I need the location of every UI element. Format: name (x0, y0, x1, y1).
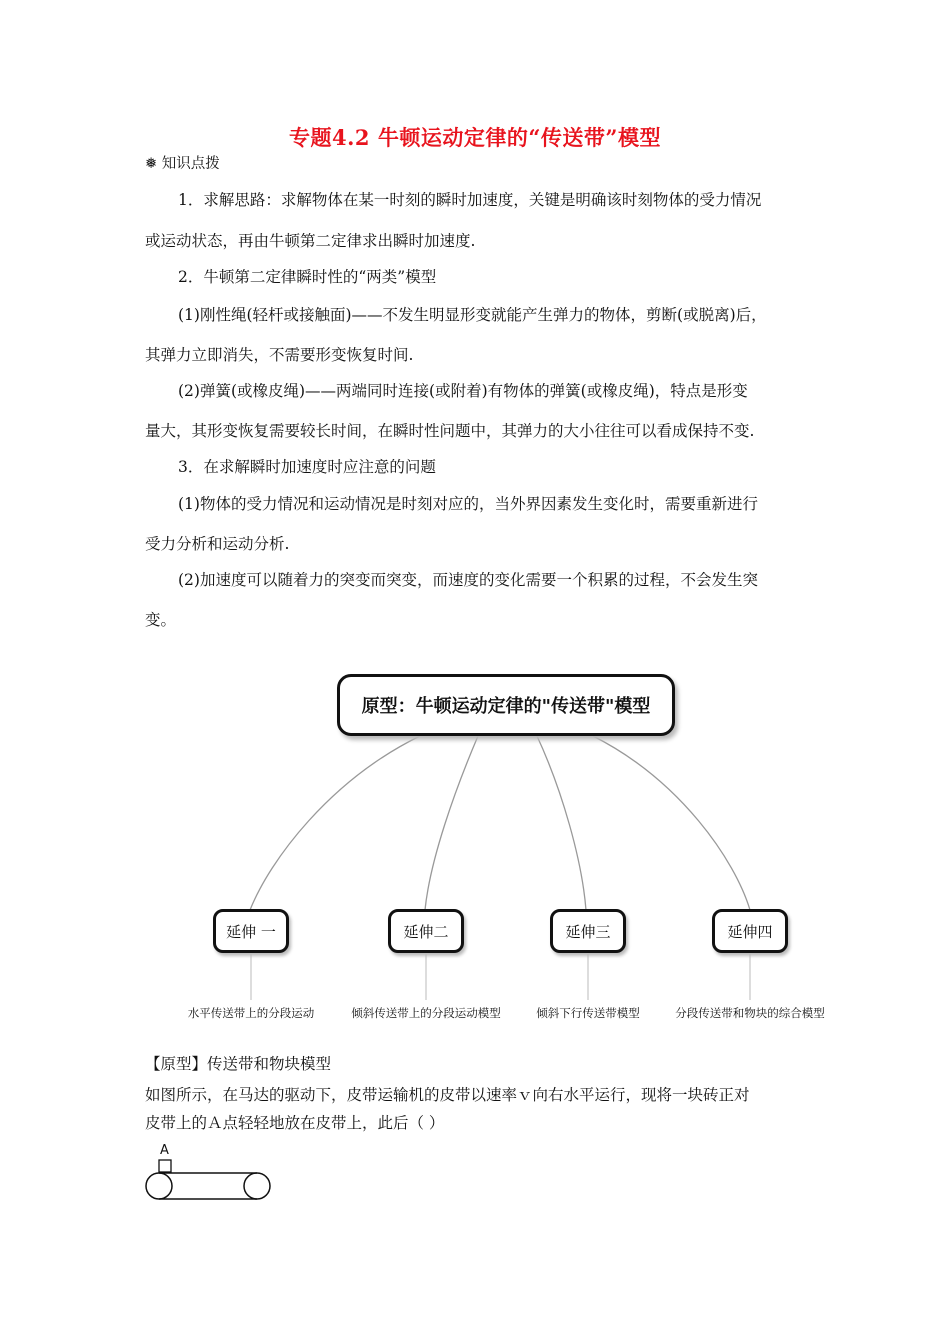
paragraph-line: 或运动状态，再由牛顿第二定律求出瞬时加速度. (145, 232, 476, 250)
point-a-label: A (160, 1143, 169, 1158)
prototype-text-line: 皮带上的Ａ点轻轻地放在皮带上，此后（ ） (145, 1114, 445, 1132)
paragraph-line: 变。 (145, 611, 177, 629)
mindmap-node-extension-3: 延伸三 (550, 909, 626, 953)
mindmap-leaf-4: 分段传送带和物块的综合模型 (675, 1006, 825, 1020)
page-title: 专题4.2 牛顿运动定律的“传送带”模型 (288, 125, 661, 150)
mindmap-root-node: 原型：牛顿运动定律的"传送带"模型 (337, 674, 675, 736)
mindmap-node-extension-1: 延伸 一 (213, 909, 289, 953)
prototype-heading: 【原型】传送带和物块模型 (145, 1055, 332, 1073)
paragraph-line: 1．求解思路：求解物体在某一时刻的瞬时加速度，关键是明确该时刻物体的受力情况 (178, 191, 762, 209)
mindmap-leaf-2: 倾斜传送带上的分段运动模型 (351, 1006, 501, 1020)
paragraph-line: 量大，其形变恢复需要较长时间，在瞬时性问题中，其弹力的大小往往可以看成保持不变. (145, 422, 755, 440)
mindmap-leaf-1: 水平传送带上的分段运动 (187, 1006, 315, 1020)
paragraph-line: (2)弹簧(或橡皮绳)——两端同时连接(或附着)有物体的弹簧(或橡皮绳)，特点是形变 (178, 382, 748, 400)
paragraph-line: (2)加速度可以随着力的突变而突变，而速度的变化需要一个积累的过程，不会发生突 (178, 571, 758, 589)
mindmap-leaf-3: 倾斜下行传送带模型 (536, 1006, 640, 1020)
section-heading-label: 知识点拨 (161, 156, 220, 172)
mindmap-node-extension-2: 延伸二 (388, 909, 464, 953)
paragraph-line: (1)刚性绳(轻杆或接触面)——不发生明显形变就能产生弹力的物体，剪断(或脱离)后， (178, 306, 767, 324)
snowflake-icon: ❅ (145, 156, 158, 172)
paragraph-line: (1)物体的受力情况和运动情况是时刻对应的，当外界因素发生变化时，需要重新进行 (178, 495, 758, 513)
mindmap-node-extension-4: 延伸四 (712, 909, 788, 953)
paragraph-line: 受力分析和运动分析. (145, 535, 290, 553)
paragraph-line: 3．在求解瞬时加速度时应注意的问题 (178, 458, 436, 476)
paragraph-line: 其弹力立即消失，不需要形变恢复时间. (145, 346, 414, 364)
prototype-text-line: 如图所示，在马达的驱动下，皮带运输机的皮带以速率ｖ向右水平运行，现将一块砖正对 (145, 1086, 750, 1104)
paragraph-line: 2．牛顿第二定律瞬时性的“两类”模型 (178, 268, 437, 286)
